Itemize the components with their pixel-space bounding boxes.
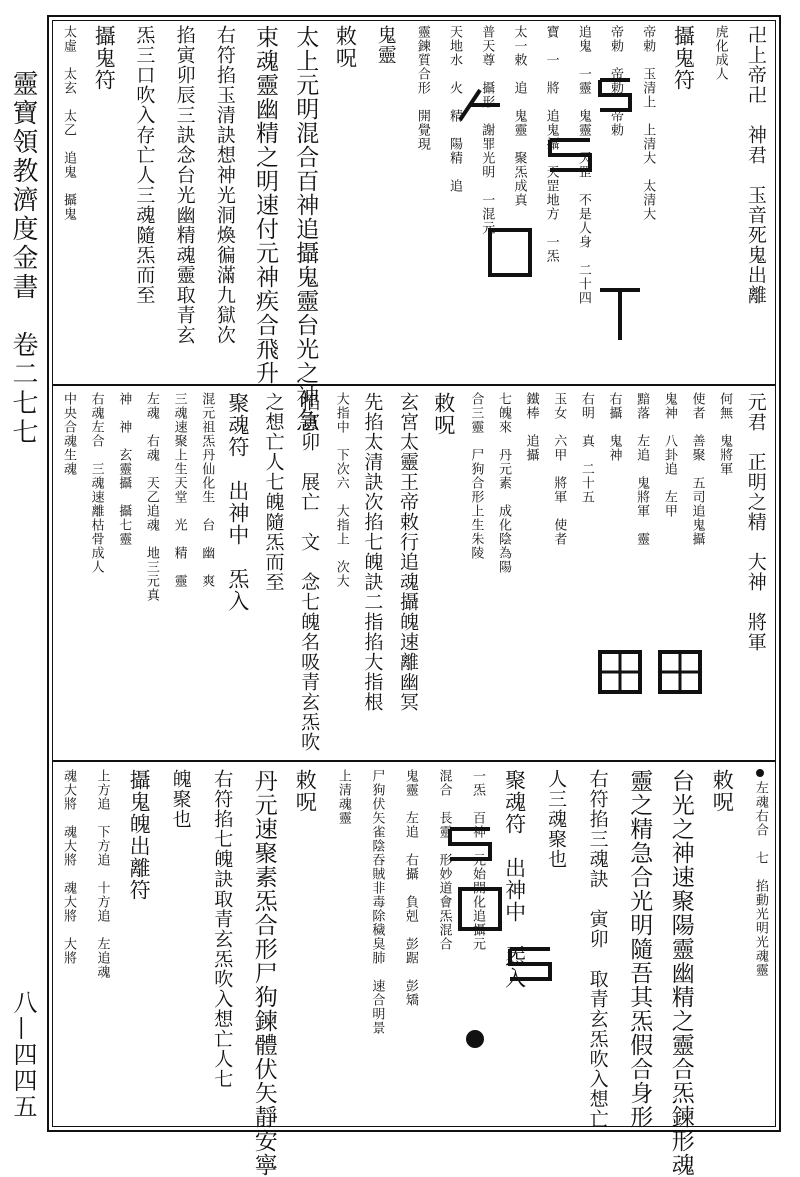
text-column: 神 神 玄靈攝 攝七靈 (116, 392, 132, 546)
marker-dot-icon (756, 769, 764, 777)
instruction-line: 大指中 下次六 大指上 次大 (333, 392, 349, 588)
text-column: 太一敕 追 鬼靈 聚炁成真 (511, 25, 527, 207)
section-divider-top (52, 384, 776, 386)
instruction-line: 右符掐玉清訣想神光洞煥徧滿九獄次 (213, 25, 236, 345)
talisman-heading: 攝鬼符 (671, 25, 696, 91)
incantation-line: 玄宮太靈王帝敕行追魂攝魄速離幽冥 (397, 392, 420, 712)
incantation-heading: 敕呪 (710, 769, 735, 813)
instruction-line: 右符掐三魂訣 寅卯 取青玄炁吹入想亡 (586, 769, 609, 1129)
incantation-line: 太上元明混合百神追攝鬼靈台光之神急 (292, 25, 319, 433)
text-column: 尸狗伏矢雀陰吞賊非毒除穢臭肺 速合明景 (369, 769, 385, 1035)
instruction-line: 魄聚也 (169, 769, 192, 829)
text-column: 卍上帝卍 神君 玉音死鬼出離 (744, 25, 767, 305)
instruction-line: 之想亡人七魄隨炁而至 (262, 392, 285, 592)
text-column: 使者 善聚 五司追鬼攝 (689, 392, 705, 546)
text-column: 混合 長靈 形妙道會炁混合 (436, 769, 452, 951)
text-column: 帝勅 帝勅 帝勅 (608, 25, 624, 137)
text-column: 鐵棒 追攝 (523, 392, 539, 462)
panel-middle-columns (60, 392, 768, 754)
text-column: 鬼靈 (374, 25, 397, 65)
instruction-line: 掐寅卯辰三訣念台光幽精魂靈取青玄 (173, 25, 196, 345)
panel-bottom-columns (60, 769, 768, 1177)
text-column: 一炁 百神 元始開化追攝元 (470, 769, 486, 951)
incantation-line: 台光之神速聚陽靈幽精之靈合炁鍊形魂 (667, 769, 694, 1177)
incantation-line: 靈之精急合光明隨吾其炁假合身形 (626, 769, 653, 1129)
incantation-line: 丹元速聚素炁合形尸狗鍊體伏矢靜安寧 (250, 769, 277, 1177)
text-column: 鬼神 八卦追 左甲 (661, 392, 677, 518)
talisman-heading: 攝鬼魄出離符 (127, 769, 152, 901)
text-column: 靈鍊質合形 開覺現 (414, 25, 430, 151)
instruction-line: 掐寅卯 展亡 文 念七魄名吸青玄炁吹 (298, 392, 321, 752)
text-column: 右攝 鬼神 (606, 392, 622, 462)
text-column: 混元祖炁丹仙化生 台 幽 爽 (199, 392, 215, 588)
instruction-line: 人三魂聚也 (545, 769, 568, 869)
text-column: 中央合魂生魂 (61, 392, 76, 476)
instruction-line: 右符掐七魄訣取青玄炁吹入想亡人七 (211, 769, 234, 1089)
book-title-margin: 靈寶領教濟度金書 卷二七七 (8, 70, 38, 447)
section-divider-bottom (52, 760, 776, 762)
talisman-heading: 聚魂符 出神中 炁入 (225, 392, 250, 612)
text-column: 玉女 六甲 將軍 使者 (551, 392, 567, 546)
instruction-line: 炁三口吹入存亡人三魂隨炁而至 (133, 25, 156, 305)
text-column: 普天尊 攝形 謝罪光明 一混元 (479, 25, 495, 235)
incantation-heading: 敕呪 (293, 769, 318, 813)
text-column: 魂大將 魂大將 魂大將 大將 (61, 769, 76, 965)
talisman-heading: 攝鬼符 (92, 25, 117, 91)
text-column: 帝勅 玉清上 上清大 太清大 (640, 25, 656, 221)
talisman-heading: 聚魂符 出神中 炁入 (502, 769, 527, 989)
instruction-line: 先掐太清訣次掐七魄訣二指掐大指根 (361, 392, 384, 712)
panel-bottom (60, 769, 768, 1177)
text-column: 右明 真 二十五 (578, 392, 594, 504)
page-number-margin: 八—四四五 (9, 990, 37, 1120)
text-column: 三魂速聚上生天堂 光 精 靈 (171, 392, 187, 588)
incantation-heading: 敕呪 (333, 25, 358, 69)
text-column: 七魄來 丹元素 成化陰為陽 (495, 392, 511, 574)
text-column: 天地水 火 精 陽精 追 (447, 25, 463, 193)
incantation-line: 束魂靈幽精之明速付元神疾合飛升 (252, 25, 279, 385)
incantation-heading: 敕呪 (431, 392, 456, 436)
text-column: 合三靈 尸狗合形上生朱陵 (468, 392, 484, 560)
text-column: 太虛 太玄 太乙 追鬼 攝鬼 (61, 25, 76, 221)
text-column: 寶 一 將 追鬼攝 天罡地方 一炁 (543, 25, 559, 263)
text-column: 左魂 右魂 天乙追魂 地三元真 (143, 392, 159, 602)
text-column: 鬼靈 左追 右攝 負剋 彭踞 彭矯 (402, 769, 418, 1007)
text-column: 何無 鬼將軍 (717, 392, 733, 476)
panel-middle (60, 392, 768, 754)
text-column: 追鬼 一靈 鬼靈 天罡 不是人身 二十四 (575, 25, 591, 305)
text-column: 上方追 下方追 十方追 左追魂 (94, 769, 110, 979)
text-column (752, 769, 768, 977)
text-column-label: 左魂右合 七 掐動光明光魂靈 (752, 781, 768, 977)
text-column: 元君 正明之精 大神 將軍 (744, 392, 767, 652)
text-column: 黯落 左追 鬼將軍 靈 (634, 392, 650, 546)
text-column: 上清魂靈 (335, 769, 351, 825)
text-column: 右魂左合 三魂速離枯骨成人 (88, 392, 104, 574)
text-column: 虎化成人 (712, 25, 728, 81)
